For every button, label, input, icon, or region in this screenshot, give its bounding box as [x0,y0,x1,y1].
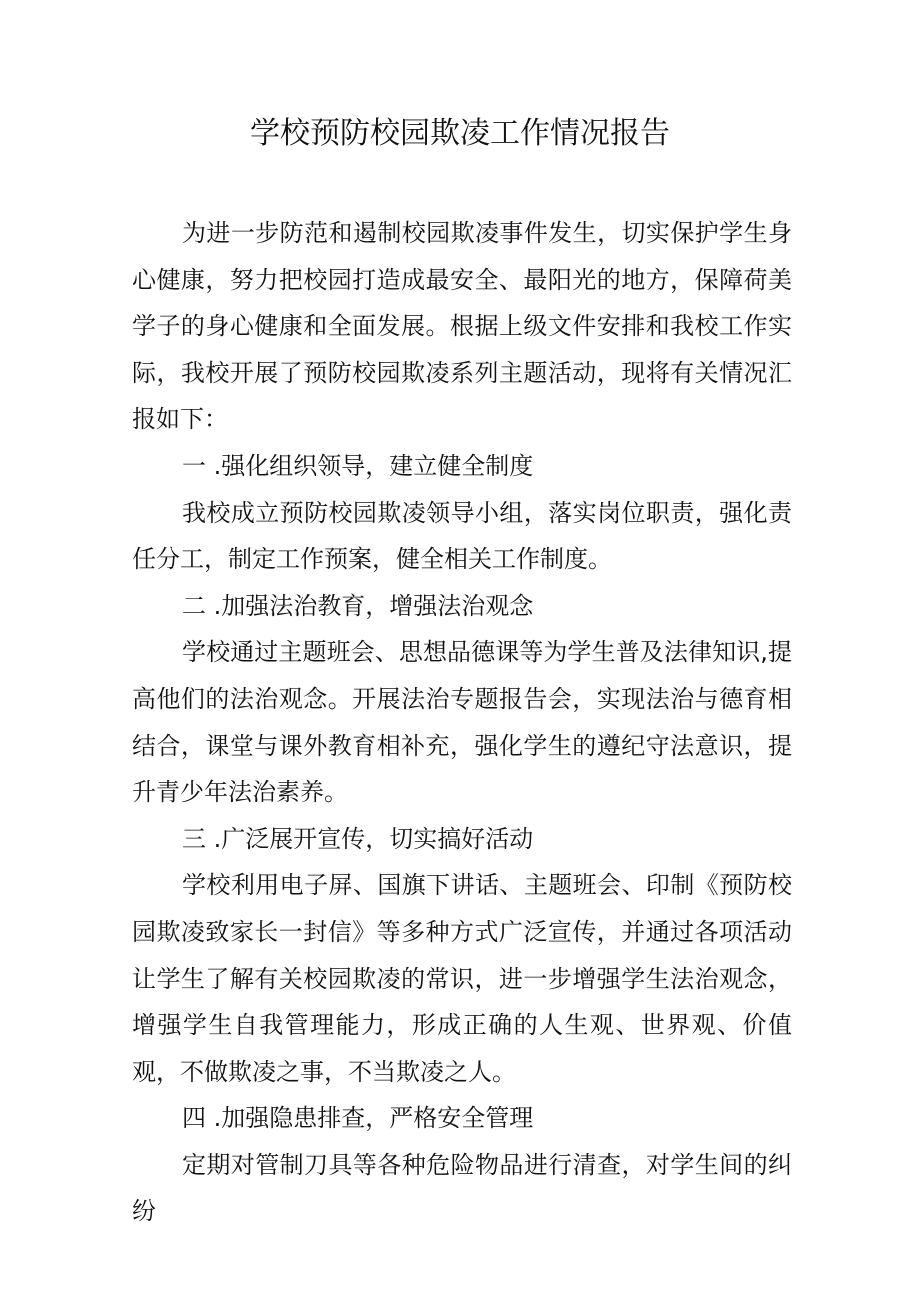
section-heading-1: 一 .强化组织领导，建立健全制度 [182,451,534,480]
intro-paragraph: 为进一步防范和遏制校园欺凌事件发生，切实保护学生身心健康，努力把校园打造成最安全、最阳光的地方，保障荷美学子的身心健康和全面发展。根据上级文件安排和我校工作实际，我校开展了预防校园欺凌系列主题活动，现将有关情况汇报如下： [132,219,792,434]
section-paragraph-4: 定期对管制刀具等各种危险物品进行清查，对学生间的纠纷 [132,1150,792,1226]
section-paragraph-3: 学校利用电子屏、国旗下讲话、主题班会、印制《预防校园欺凌致家长一封信》等多种方式广泛宣传，并通过各项活动让学生了解有关校园欺凌的常识，进一步增强学生法治观念，增强学生自我管理能力，形成正确的人生观、世界观、价值观，不做欺凌之事，不当欺凌之人。 [132,871,792,1086]
section-heading-3: 三 .广泛展开宣传，切实搞好活动 [182,824,534,853]
section-paragraph-2: 学校通过主题班会、思想品德课等为学生普及法律知识,提高他们的法治观念。开展法治专题报告会，实现法治与德育相结合，课堂与课外教育相补充，强化学生的遵纪守法意识，提升青少年法治素养。 [132,638,792,807]
section-heading-2: 二 .加强法治教育，增强法治观念 [182,591,534,620]
document-title: 学校预防校园欺凌工作情况报告 [250,116,670,151]
section-paragraph-1: 我校成立预防校园欺凌领导小组，落实岗位职责，强化责任分工，制定工作预案，健全相关工作制度。 [132,498,792,574]
section-heading-4: 四 .加强隐患排查，严格安全管理 [182,1104,534,1133]
document-body [132,210,792,1235]
